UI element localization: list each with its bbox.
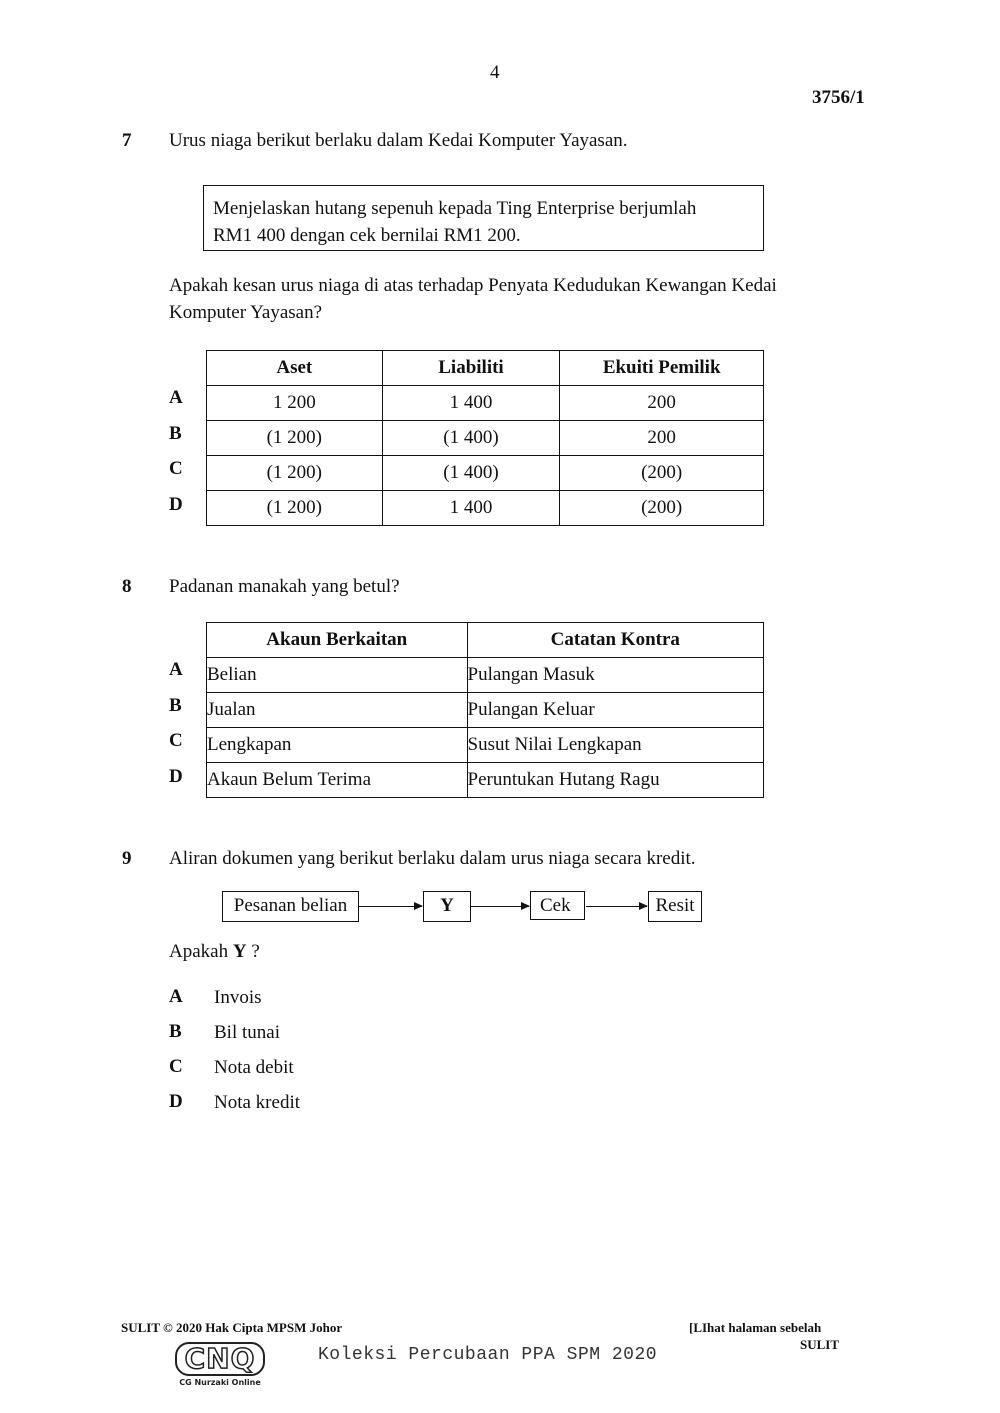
- table-row: [207, 693, 764, 728]
- q8-option-c-label: C: [169, 730, 183, 751]
- question-7-stem: Urus niaga berikut berlaku dalam Kedai Komputer Yayasan.: [169, 130, 628, 151]
- table-cell: Susut Nilai Lengkapan: [467, 728, 763, 763]
- logo-subtitle: CG Nurzaki Online: [179, 1378, 261, 1387]
- table-row: [207, 491, 764, 526]
- table-cell: Peruntukan Hutang Ragu: [467, 763, 763, 798]
- page-number: 4: [490, 62, 500, 83]
- table-cell: (1 400): [382, 421, 560, 456]
- flow-box-resit: Resit: [648, 891, 702, 922]
- table-row: [207, 456, 764, 491]
- table-cell: 1 400: [382, 386, 560, 421]
- table-header-row: [207, 351, 764, 386]
- q9-option-a-text: Invois: [214, 987, 262, 1008]
- question-9-prefix: Apakah: [169, 941, 233, 962]
- table-cell: (1 200): [207, 421, 383, 456]
- flow-box-pesanan-belian: Pesanan belian: [222, 891, 359, 922]
- table-cell: Akaun Belum Terima: [207, 763, 468, 798]
- transaction-line-1: Menjelaskan hutang sepenuh kepada Ting Enterprise berjumlah: [213, 198, 697, 219]
- table-cell: Lengkapan: [207, 728, 468, 763]
- footer-copyright: SULIT © 2020 Hak Cipta MPSM Johor: [121, 1320, 343, 1335]
- table-cell: Jualan: [207, 693, 468, 728]
- table-cell: (1 200): [207, 491, 383, 526]
- paper-code: 3756/1: [812, 87, 865, 108]
- q9-option-c-text: Nota debit: [214, 1057, 294, 1078]
- q7-option-a-label: A: [169, 387, 183, 408]
- flow-arrow-3: [586, 906, 647, 907]
- q9-option-a-label: A: [169, 986, 183, 1007]
- q8-answer-table: [206, 622, 764, 798]
- question-8-number: 8: [122, 576, 132, 597]
- table-cell: (1 200): [207, 456, 383, 491]
- table-row: [207, 658, 764, 693]
- question-9-bold-y: Y: [232, 941, 247, 962]
- q9-option-d-label: D: [169, 1091, 183, 1112]
- column-header-catatan: Catatan Kontra: [467, 623, 763, 658]
- table-cell: Pulangan Masuk: [467, 658, 763, 693]
- flow-arrow-1: [358, 906, 422, 907]
- table-cell: (200): [560, 491, 764, 526]
- table-row: [207, 728, 764, 763]
- q9-option-d-text: Nota kredit: [214, 1092, 301, 1113]
- q9-option-b-label: B: [169, 1021, 182, 1042]
- logo-wordmark: CNQ: [175, 1342, 265, 1376]
- table-cell: 1 200: [207, 386, 383, 421]
- q8-option-a-label: A: [169, 659, 183, 680]
- q7-answer-table: [206, 350, 764, 526]
- question-9-stem: Aliran dokumen yang berikut berlaku dalam urus niaga secara kredit.: [169, 848, 696, 869]
- column-header-akaun: Akaun Berkaitan: [207, 623, 468, 658]
- collection-caption: Koleksi Percubaan PPA SPM 2020: [318, 1345, 658, 1365]
- q9-option-b-text: Bil tunai: [214, 1022, 280, 1043]
- transaction-line-2: RM1 400 dengan cek bernilai RM1 200.: [213, 225, 521, 246]
- column-header-ekuiti: Ekuiti Pemilik: [560, 351, 764, 386]
- question-9-suffix: ?: [246, 941, 260, 962]
- flow-box-y: Y: [423, 891, 471, 922]
- table-row: [207, 763, 764, 798]
- question-9-number: 9: [122, 848, 132, 869]
- column-header-liabiliti: Liabiliti: [382, 351, 560, 386]
- q8-option-b-label: B: [169, 695, 182, 716]
- table-cell: (1 400): [382, 456, 560, 491]
- flow-arrow-2: [470, 906, 529, 907]
- table-header-row: [207, 623, 764, 658]
- question-8-stem: Padanan manakah yang betul?: [169, 576, 400, 597]
- question-7-text-2: Komputer Yayasan?: [169, 302, 323, 323]
- transaction-box: [203, 185, 764, 251]
- column-header-aset: Aset: [207, 351, 383, 386]
- table-cell: 200: [560, 421, 764, 456]
- table-cell: (200): [560, 456, 764, 491]
- q7-option-b-label: B: [169, 423, 182, 444]
- q9-option-c-label: C: [169, 1056, 183, 1077]
- question-7-text-1: Apakah kesan urus niaga di atas terhadap Penyata Kedudukan Kewangan Kedai: [169, 275, 777, 296]
- table-row: [207, 421, 764, 456]
- cnq-logo: [175, 1342, 269, 1390]
- question-9-text: [169, 939, 260, 965]
- question-7-number: 7: [122, 130, 132, 151]
- table-cell: Pulangan Keluar: [467, 693, 763, 728]
- table-row: [207, 386, 764, 421]
- q7-option-c-label: C: [169, 458, 183, 479]
- footer-sulit: SULIT: [800, 1337, 840, 1352]
- table-cell: 200: [560, 386, 764, 421]
- footer-next-page: [LIhat halaman sebelah: [689, 1320, 822, 1335]
- q8-option-d-label: D: [169, 766, 183, 787]
- table-cell: Belian: [207, 658, 468, 693]
- q7-option-d-label: D: [169, 494, 183, 515]
- flow-box-cek: Cek: [530, 891, 585, 920]
- table-cell: 1 400: [382, 491, 560, 526]
